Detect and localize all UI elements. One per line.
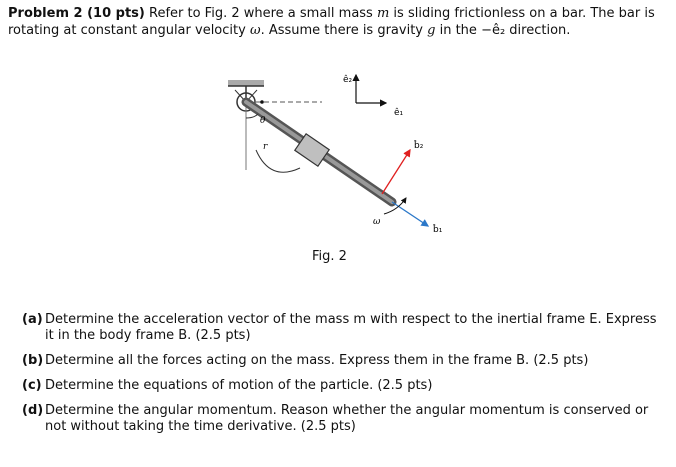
label-b2: b̂₂	[414, 141, 424, 151]
gravity-symbol: g	[427, 23, 436, 38]
part-b-label: (b)	[22, 353, 44, 368]
part-a	[22, 312, 658, 344]
problem-heading: Problem 2 (10 pts)	[8, 6, 145, 21]
problem-text-2: is sliding frictionless on a bar. The bar is rotating at constant angular velocity	[8, 6, 655, 38]
part-c	[22, 378, 658, 394]
theta-arc	[246, 114, 258, 118]
label-r: r	[263, 142, 268, 152]
part-b-text: Determine all the forces acting on the mass. Express them in the frame B. (2.5 pts)	[45, 353, 589, 368]
label-e1: ê₁	[394, 108, 404, 118]
label-omega: ω	[373, 217, 381, 227]
label-theta: θ	[260, 116, 266, 126]
omega-symbol: ω	[249, 23, 261, 38]
mass-symbol: m	[376, 6, 390, 21]
problem-text-5: direction.	[505, 23, 571, 38]
ceiling-support	[228, 80, 264, 86]
part-a-text: Determine the acceleration vector of the mass m with respect to the inertial frame E. Express it in the body frame B. (2.5 pts)	[45, 312, 657, 343]
part-a-label: (a)	[22, 312, 43, 327]
problem-text-4: in the	[435, 23, 482, 38]
direction-symbol: −ê₂	[481, 23, 506, 38]
part-d-text: Determine the angular momentum. Reason whether the angular momentum is conserved or not without taking the time derivative. (2.5 pts)	[45, 403, 649, 434]
problem-text-3: . Assume there is gravity	[260, 23, 428, 38]
part-d-label: (d)	[22, 403, 44, 418]
b1-axis-arrow	[392, 202, 428, 226]
part-c-text: Determine the equations of motion of the particle. (2.5 pts)	[45, 378, 433, 393]
question-parts	[22, 312, 658, 444]
part-c-label: (c)	[22, 378, 42, 393]
label-e2: ê₂	[343, 75, 353, 85]
r-arc	[256, 150, 300, 172]
horizontal-reference-dot	[260, 100, 264, 104]
b2-axis-arrow	[382, 150, 410, 194]
part-b	[22, 353, 658, 369]
part-d	[22, 403, 658, 435]
inertial-frame-axes	[356, 75, 386, 103]
problem-text-1: Refer to Fig. 2 where a small mass	[144, 6, 377, 21]
figure-caption: Fig. 2	[312, 249, 347, 264]
label-b1: b̂₁	[433, 225, 443, 235]
